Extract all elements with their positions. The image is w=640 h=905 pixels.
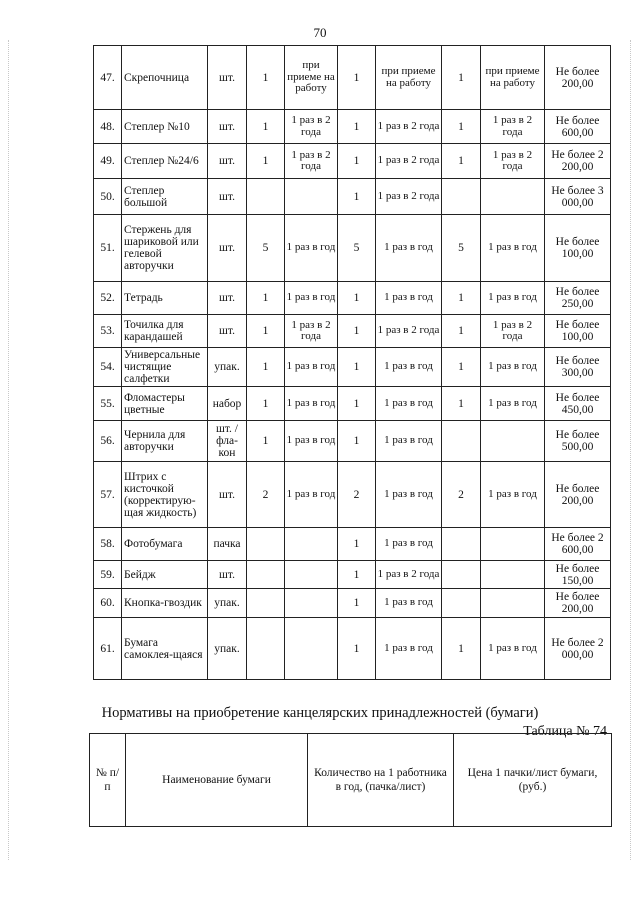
period-3 bbox=[481, 179, 545, 215]
period-1 bbox=[285, 179, 338, 215]
quantity-1 bbox=[247, 561, 285, 589]
quantity-3 bbox=[442, 589, 481, 618]
item-name: Кнопка-гвоздик bbox=[122, 589, 208, 618]
period-1: 1 раз в год bbox=[285, 462, 338, 528]
quantity-1: 1 bbox=[247, 110, 285, 144]
quantity-2: 1 bbox=[338, 528, 376, 561]
quantity-3: 1 bbox=[442, 618, 481, 680]
period-2: 1 раз в 2 года bbox=[376, 144, 442, 179]
row-number: 55. bbox=[94, 387, 122, 421]
period-1: 1 раз в год bbox=[285, 421, 338, 462]
quantity-3: 1 bbox=[442, 387, 481, 421]
row-number: 49. bbox=[94, 144, 122, 179]
unit: упак. bbox=[208, 618, 247, 680]
quantity-3: 1 bbox=[442, 46, 481, 110]
price-limit: Не более 3 000,00 bbox=[545, 179, 611, 215]
quantity-3 bbox=[442, 528, 481, 561]
period-3: 1 раз в 2 года bbox=[481, 110, 545, 144]
period-1: 1 раз в 2 года bbox=[285, 144, 338, 179]
period-1: 1 раз в год bbox=[285, 348, 338, 387]
unit: шт. bbox=[208, 215, 247, 282]
table-row bbox=[94, 110, 611, 144]
header-cell-quantity: Количество на 1 работника в год, (пачка/лист) bbox=[308, 734, 454, 827]
period-3: 1 раз в год bbox=[481, 282, 545, 315]
quantity-2: 1 bbox=[338, 348, 376, 387]
table-row bbox=[94, 348, 611, 387]
period-2: 1 раз в год bbox=[376, 421, 442, 462]
supplies-table bbox=[93, 45, 611, 680]
row-number: 60. bbox=[94, 589, 122, 618]
period-3 bbox=[481, 589, 545, 618]
row-number: 52. bbox=[94, 282, 122, 315]
period-2: 1 раз в год bbox=[376, 618, 442, 680]
price-limit: Не более 500,00 bbox=[545, 421, 611, 462]
period-3: 1 раз в год bbox=[481, 618, 545, 680]
unit: шт. bbox=[208, 282, 247, 315]
price-limit: Не более 250,00 bbox=[545, 282, 611, 315]
period-2: 1 раз в год bbox=[376, 387, 442, 421]
period-2: 1 раз в год bbox=[376, 462, 442, 528]
quantity-2: 1 bbox=[338, 46, 376, 110]
price-limit: Не более 200,00 bbox=[545, 462, 611, 528]
period-1: 1 раз в год bbox=[285, 282, 338, 315]
price-limit: Не более 100,00 bbox=[545, 315, 611, 348]
row-number: 54. bbox=[94, 348, 122, 387]
paper-norms-table bbox=[89, 733, 612, 827]
item-name: Фотобумага bbox=[122, 528, 208, 561]
quantity-3: 5 bbox=[442, 215, 481, 282]
quantity-1: 5 bbox=[247, 215, 285, 282]
quantity-1 bbox=[247, 179, 285, 215]
quantity-3: 1 bbox=[442, 282, 481, 315]
item-name: Степлер №10 bbox=[122, 110, 208, 144]
quantity-1: 1 bbox=[247, 315, 285, 348]
row-number: 57. bbox=[94, 462, 122, 528]
quantity-2: 1 bbox=[338, 421, 376, 462]
row-number: 48. bbox=[94, 110, 122, 144]
period-3: 1 раз в год bbox=[481, 462, 545, 528]
quantity-2: 1 bbox=[338, 282, 376, 315]
quantity-1: 1 bbox=[247, 348, 285, 387]
item-name: Скрепочница bbox=[122, 46, 208, 110]
period-2: 1 раз в 2 года bbox=[376, 561, 442, 589]
unit: упак. bbox=[208, 589, 247, 618]
period-3 bbox=[481, 561, 545, 589]
period-1: при приеме на работу bbox=[285, 46, 338, 110]
period-1 bbox=[285, 618, 338, 680]
price-limit: Не более 100,00 bbox=[545, 215, 611, 282]
unit: шт. bbox=[208, 561, 247, 589]
table-row bbox=[94, 282, 611, 315]
table-row bbox=[94, 421, 611, 462]
item-name: Бейдж bbox=[122, 561, 208, 589]
quantity-2: 5 bbox=[338, 215, 376, 282]
unit: шт. bbox=[208, 179, 247, 215]
table-row bbox=[94, 561, 611, 589]
period-2: 1 раз в 2 года bbox=[376, 315, 442, 348]
period-3: при приеме на работу bbox=[481, 46, 545, 110]
price-limit: Не более 450,00 bbox=[545, 387, 611, 421]
quantity-3: 1 bbox=[442, 348, 481, 387]
period-2: 1 раз в год bbox=[376, 282, 442, 315]
period-1 bbox=[285, 561, 338, 589]
period-3: 1 раз в год bbox=[481, 215, 545, 282]
table-label: Таблица № 74 bbox=[523, 724, 607, 739]
quantity-1 bbox=[247, 589, 285, 618]
item-name: Чернила для авторучки bbox=[122, 421, 208, 462]
item-name: Степлер большой bbox=[122, 179, 208, 215]
item-name: Степлер №24/6 bbox=[122, 144, 208, 179]
period-3 bbox=[481, 421, 545, 462]
quantity-3 bbox=[442, 561, 481, 589]
row-number: 61. bbox=[94, 618, 122, 680]
quantity-1: 1 bbox=[247, 46, 285, 110]
item-name: Точилка для карандашей bbox=[122, 315, 208, 348]
right-margin-perforation bbox=[630, 40, 632, 860]
period-2: 1 раз в год bbox=[376, 348, 442, 387]
row-number: 56. bbox=[94, 421, 122, 462]
period-2: 1 раз в год bbox=[376, 215, 442, 282]
period-1 bbox=[285, 589, 338, 618]
table-row bbox=[94, 215, 611, 282]
table-row bbox=[94, 462, 611, 528]
left-margin-perforation bbox=[8, 40, 10, 860]
unit: шт. / фла-кон bbox=[208, 421, 247, 462]
price-limit: Не более 2 200,00 bbox=[545, 144, 611, 179]
table-row bbox=[94, 589, 611, 618]
quantity-3 bbox=[442, 421, 481, 462]
period-2: 1 раз в год bbox=[376, 589, 442, 618]
quantity-2: 2 bbox=[338, 462, 376, 528]
quantity-2: 1 bbox=[338, 387, 376, 421]
row-number: 50. bbox=[94, 179, 122, 215]
table-row bbox=[94, 315, 611, 348]
price-limit: Не более 200,00 bbox=[545, 46, 611, 110]
quantity-2: 1 bbox=[338, 589, 376, 618]
period-3 bbox=[481, 528, 545, 561]
period-3: 1 раз в 2 года bbox=[481, 315, 545, 348]
table-row bbox=[94, 144, 611, 179]
price-limit: Не более 2 000,00 bbox=[545, 618, 611, 680]
quantity-2: 1 bbox=[338, 618, 376, 680]
quantity-3: 1 bbox=[442, 144, 481, 179]
quantity-1: 1 bbox=[247, 144, 285, 179]
quantity-1 bbox=[247, 618, 285, 680]
price-limit: Не более 150,00 bbox=[545, 561, 611, 589]
table-row bbox=[94, 618, 611, 680]
unit: упак. bbox=[208, 348, 247, 387]
unit: шт. bbox=[208, 144, 247, 179]
quantity-3: 1 bbox=[442, 315, 481, 348]
period-1: 1 раз в 2 года bbox=[285, 315, 338, 348]
price-limit: Не более 2 600,00 bbox=[545, 528, 611, 561]
period-2: 1 раз в 2 года bbox=[376, 110, 442, 144]
price-limit: Не более 600,00 bbox=[545, 110, 611, 144]
period-3: 1 раз в год bbox=[481, 348, 545, 387]
unit: шт. bbox=[208, 315, 247, 348]
unit: шт. bbox=[208, 462, 247, 528]
row-number: 51. bbox=[94, 215, 122, 282]
item-name: Универсальные чистящие салфетки bbox=[122, 348, 208, 387]
supplies-table-body bbox=[94, 46, 611, 680]
quantity-3: 2 bbox=[442, 462, 481, 528]
table-row bbox=[94, 179, 611, 215]
period-3: 1 раз в 2 года bbox=[481, 144, 545, 179]
row-number: 53. bbox=[94, 315, 122, 348]
header-cell-number: № п/п bbox=[90, 734, 126, 827]
unit: набор bbox=[208, 387, 247, 421]
quantity-2: 1 bbox=[338, 179, 376, 215]
quantity-3 bbox=[442, 179, 481, 215]
period-2: 1 раз в год bbox=[376, 528, 442, 561]
row-number: 47. bbox=[94, 46, 122, 110]
price-limit: Не более 300,00 bbox=[545, 348, 611, 387]
quantity-1: 1 bbox=[247, 387, 285, 421]
quantity-2: 1 bbox=[338, 144, 376, 179]
item-name: Бумага самоклея-щаяся bbox=[122, 618, 208, 680]
header-cell-paper-name: Наименование бумаги bbox=[126, 734, 308, 827]
header-cell-price: Цена 1 пачки/лист бумаги, (руб.) bbox=[454, 734, 612, 827]
row-number: 58. bbox=[94, 528, 122, 561]
table-row bbox=[94, 387, 611, 421]
item-name: Стержень для шариковой или гелевой авторучки bbox=[122, 215, 208, 282]
item-name: Фломастеры цветные bbox=[122, 387, 208, 421]
unit: пачка bbox=[208, 528, 247, 561]
table-row bbox=[94, 46, 611, 110]
period-1: 1 раз в год bbox=[285, 215, 338, 282]
period-3: 1 раз в год bbox=[481, 387, 545, 421]
period-2: при приеме на работу bbox=[376, 46, 442, 110]
unit: шт. bbox=[208, 46, 247, 110]
row-number: 59. bbox=[94, 561, 122, 589]
item-name: Штрих с кисточкой (корректирую-щая жидкость) bbox=[122, 462, 208, 528]
section-title: Нормативы на приобретение канцелярских принадлежностей (бумаги) bbox=[101, 705, 539, 721]
price-limit: Не более 200,00 bbox=[545, 589, 611, 618]
table-header-row bbox=[90, 734, 612, 827]
period-2: 1 раз в 2 года bbox=[376, 179, 442, 215]
period-1: 1 раз в год bbox=[285, 387, 338, 421]
quantity-2: 1 bbox=[338, 110, 376, 144]
quantity-1 bbox=[247, 528, 285, 561]
quantity-1: 1 bbox=[247, 421, 285, 462]
quantity-1: 2 bbox=[247, 462, 285, 528]
period-1 bbox=[285, 528, 338, 561]
item-name: Тетрадь bbox=[122, 282, 208, 315]
page-number: 70 bbox=[313, 25, 327, 40]
quantity-2: 1 bbox=[338, 315, 376, 348]
table-row bbox=[94, 528, 611, 561]
quantity-1: 1 bbox=[247, 282, 285, 315]
period-1: 1 раз в 2 года bbox=[285, 110, 338, 144]
unit: шт. bbox=[208, 110, 247, 144]
quantity-3: 1 bbox=[442, 110, 481, 144]
quantity-2: 1 bbox=[338, 561, 376, 589]
